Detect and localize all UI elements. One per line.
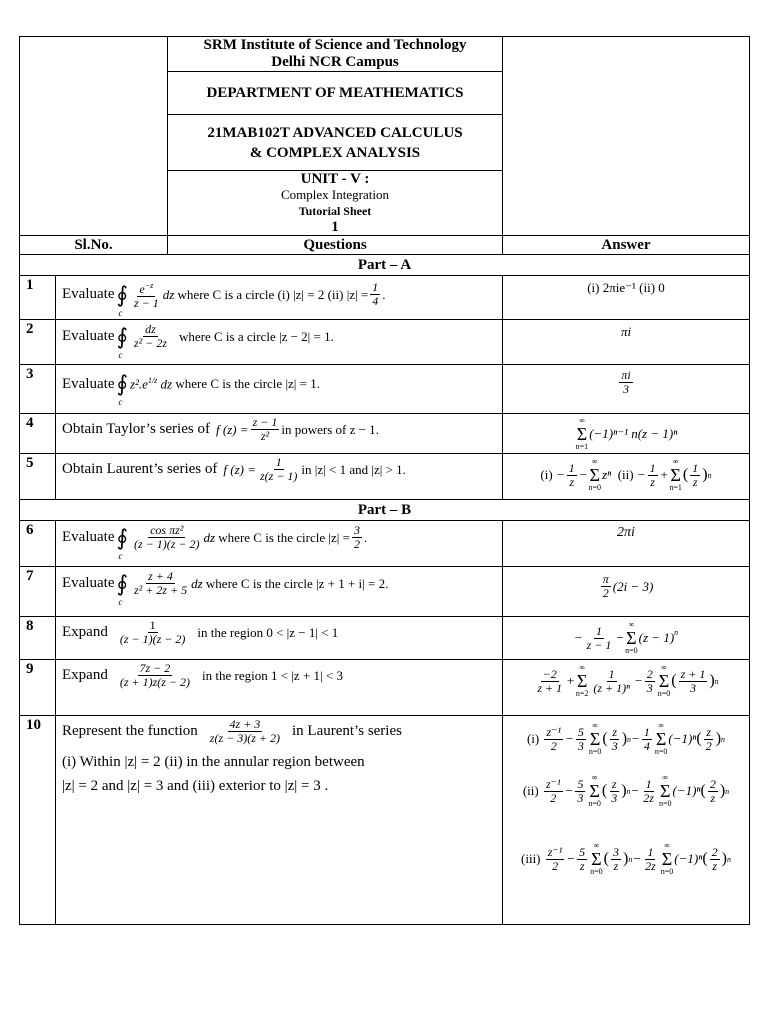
question-text: in Laurent’s series xyxy=(292,723,402,739)
question-text: in the region 0 < |z − 1| < 1 xyxy=(197,624,339,640)
question-1: Evaluate ∮ c $\frac{e^{-z}}{z - 1}$ dz where C is a circle (i) |z| = 2 (ii) |z| = $\frac{1}{4}$ . xyxy=(56,276,503,320)
answer-4 xyxy=(503,414,750,454)
sheet-number: 1 xyxy=(331,219,339,235)
question-tail: . xyxy=(363,529,368,545)
answer-10-part-ii: (ii) $\frac{\text{z⁻¹}}{2}$ − $\frac{5}{3}$ ∞ Σ n=0 ( $\frac{z}{3}$ ) n − $\frac{1}{2z}$ ∞ Σ n=0 (−1)ⁿ ( $\frac{2}{z}$ ) n xyxy=(522,773,730,808)
question-number: 2 xyxy=(20,320,56,365)
answer-1: (i) 2πie⁻¹ (ii) 0 xyxy=(503,276,750,320)
answer-3: $\frac{\pi i}{3}$ xyxy=(503,365,750,414)
question-number: 3 xyxy=(20,365,56,414)
answer-7-term: (2i − 3) xyxy=(612,578,654,594)
answer-5: (i) − $\frac{1}{z}$ − ∞ Σ n=0 zⁿ (ii) − $\frac{1}{z}$ + ∞ Σ n=1 ( $\frac{1}{z}$ ) n xyxy=(503,454,750,500)
course-line-1: 21MAB102T ADVANCED CALCULUS xyxy=(207,124,463,141)
col-header-answer: Answer xyxy=(503,236,750,255)
sheet-label: Tutorial Sheet xyxy=(298,204,372,218)
question-6: Evaluate ∮ c $\frac{\text{cos πz²}}{(z - 1)(z - 2)}$ dz where C is the circle |z| = $\frac{3}{2}$ . xyxy=(56,521,503,567)
question-lead: Obtain Laurent’s series of xyxy=(62,461,218,477)
question-text: in the region 1 < |z + 1| < 3 xyxy=(202,667,343,683)
question-8: Expand $\frac{1}{(z - 1)(z - 2)}$ in the region 0 < |z − 1| < 1 xyxy=(56,617,503,660)
question-7: Evaluate ∮ c $\frac{z + 4}{\text{z² + 2z + 5}}$ dz where C is the circle |z + 1 + i| = 2. xyxy=(56,567,503,617)
question-number: 7 xyxy=(20,567,56,617)
question-lead: Expand xyxy=(62,667,108,683)
answer-10-label-ii: (ii) xyxy=(522,783,539,798)
contour-integral-symbol: ∮ c xyxy=(116,570,128,607)
answer-9: $\frac{-2}{z + 1}$ + ∞ Σ n=2 $\frac{1}{\text{(z + 1)ⁿ}}$ − $\frac{2}{3}$ ∞ Σ n=0 ( $\frac{z + 1}{3}$ ) n xyxy=(503,660,750,716)
question-lead: Evaluate xyxy=(62,529,115,545)
course-title xyxy=(168,115,503,171)
contour-integral-symbol: ∮ c xyxy=(116,323,128,360)
contour-integral-symbol: ∮ c xyxy=(116,371,128,407)
contour-integral-symbol: ∮ c xyxy=(116,524,128,561)
course-line-2: & COMPLEX ANALYSIS xyxy=(249,144,421,161)
answer-10 xyxy=(503,716,750,925)
answer-5-part-ii: (ii) xyxy=(617,467,634,482)
answer-6: 2πi xyxy=(503,521,750,567)
question-number: 9 xyxy=(20,660,56,716)
logo-cell xyxy=(20,37,168,236)
institute-name: SRM Institute of Science and Technology xyxy=(203,37,467,53)
right-header-cell xyxy=(503,37,750,236)
question-text: where C is a circle (i) |z| = 2 (ii) |z| = xyxy=(177,286,369,302)
answer-8: − $\frac{1}{z - 1}$ − ∞ Σ n=0 (z − 1) $^n$ xyxy=(503,617,750,660)
answer-7: $\frac{\pi}{2}$ (2i − 3) xyxy=(503,567,750,617)
question-lead: Evaluate xyxy=(62,286,115,302)
col-header-questions: Questions xyxy=(168,236,503,255)
answer-5-part-i: (i) xyxy=(540,467,553,482)
question-lead: Obtain Taylor’s series of xyxy=(62,421,210,437)
answer-4-term: (−1)ⁿ⁻¹ n(z − 1)ⁿ xyxy=(589,426,678,441)
question-number: 8 xyxy=(20,617,56,660)
question-lead: Evaluate xyxy=(62,328,115,344)
institute-cell xyxy=(168,37,503,72)
question-tail: . xyxy=(382,286,386,302)
question-number: 6 xyxy=(20,521,56,567)
contour-integral-symbol: ∮ c xyxy=(116,281,128,318)
question-number: 4 xyxy=(20,414,56,454)
question-3: Evaluate ∮ c $z^2.e^{1/z}$ dz where C is the circle |z| = 1. xyxy=(56,365,503,414)
question-number: 5 xyxy=(20,454,56,500)
col-header-slno: Sl.No. xyxy=(20,236,168,255)
campus-name: Delhi NCR Campus xyxy=(271,54,399,70)
unit-topic: Complex Integration xyxy=(281,187,389,202)
summation-symbol: ∞ Σ n=1 xyxy=(575,416,589,451)
answer-10-part-iii: (iii) $\frac{\text{z⁻¹}}{2}$ − $\frac{5}{z}$ ∞ Σ n=0 ( $\frac{3}{z}$ ) n − $\frac{1}{2z}$ ∞ Σ n=0 (−1)ⁿ ( $\frac{2}{z}$ ) n xyxy=(521,841,731,876)
question-lead: Evaluate xyxy=(62,375,115,392)
answer-10-label-i: (i) xyxy=(526,731,540,746)
question-text: where C is the circle |z| = 1. xyxy=(175,376,320,391)
department: DEPARTMENT OF MEATHEMATICS xyxy=(168,72,503,115)
question-lead: Expand xyxy=(62,624,108,640)
tutorial-sheet-table xyxy=(19,36,750,925)
question-lead: Evaluate xyxy=(62,575,115,591)
answer-10-part-i: (i) $\frac{\text{z⁻¹}}{2}$ − $\frac{5}{3}$ ∞ Σ n=0 ( $\frac{z}{3}$ ) n − $\frac{1}{4}$ ∞ Σ n=0 (−1)ⁿ ( $\frac{z}{2}$ ) n xyxy=(526,721,726,756)
answer-10-label-iii: (iii) xyxy=(521,851,541,866)
part-a-heading: Part – A xyxy=(20,255,750,276)
question-lead: Represent the function xyxy=(62,723,198,739)
question-text: in |z| < 1 and |z| > 1. xyxy=(301,461,406,477)
question-number: 1 xyxy=(20,276,56,320)
question-2: Evaluate ∮ c $\frac{dz}{\text{z² − 2z}}$ where C is a circle |z − 2| = 1. xyxy=(56,320,503,365)
question-4: Obtain Taylor’s series of f (z) = $\frac{z - 1}{\text{z²}}$ in powers of z − 1. xyxy=(56,414,503,454)
question-5: Obtain Laurent’s series of f (z) = $\frac{1}{z(z - 1)}$ in |z| < 1 and |z| > 1. xyxy=(56,454,503,500)
unit-block xyxy=(168,171,503,236)
question-10-line-2: (i) Within |z| = 2 (ii) in the annular region between xyxy=(62,754,365,770)
unit-title: UNIT - V : xyxy=(300,171,370,187)
question-9: Expand $\frac{7z - 2}{(z + 1)z(z - 2)}$ in the region 1 < |z + 1| < 3 xyxy=(56,660,503,716)
answer-3-value: πi xyxy=(621,368,631,382)
question-text: where C is the circle |z + 1 + i| = 2. xyxy=(205,575,389,591)
answer-2: πi xyxy=(503,320,750,365)
question-text: in powers of z − 1. xyxy=(281,421,379,437)
part-b-heading: Part – B xyxy=(20,500,750,521)
question-number: 10 xyxy=(20,716,56,925)
question-10-line-3: |z| = 2 and |z| = 3 and (iii) exterior to |z| = 3 . xyxy=(62,778,329,794)
question-10: Represent the function $\frac{4z + 3}{z(z - 3)(z + 2)}$ in Laurent’s series (i) Within |z| = 2 (ii) in the annular region between |z| = 2 and |z| = 3 and (iii) exterior to |z| = 3 . xyxy=(56,716,503,925)
question-text: where C is a circle |z − 2| = 1. xyxy=(179,328,334,344)
question-text: where C is the circle |z| = xyxy=(218,529,350,545)
